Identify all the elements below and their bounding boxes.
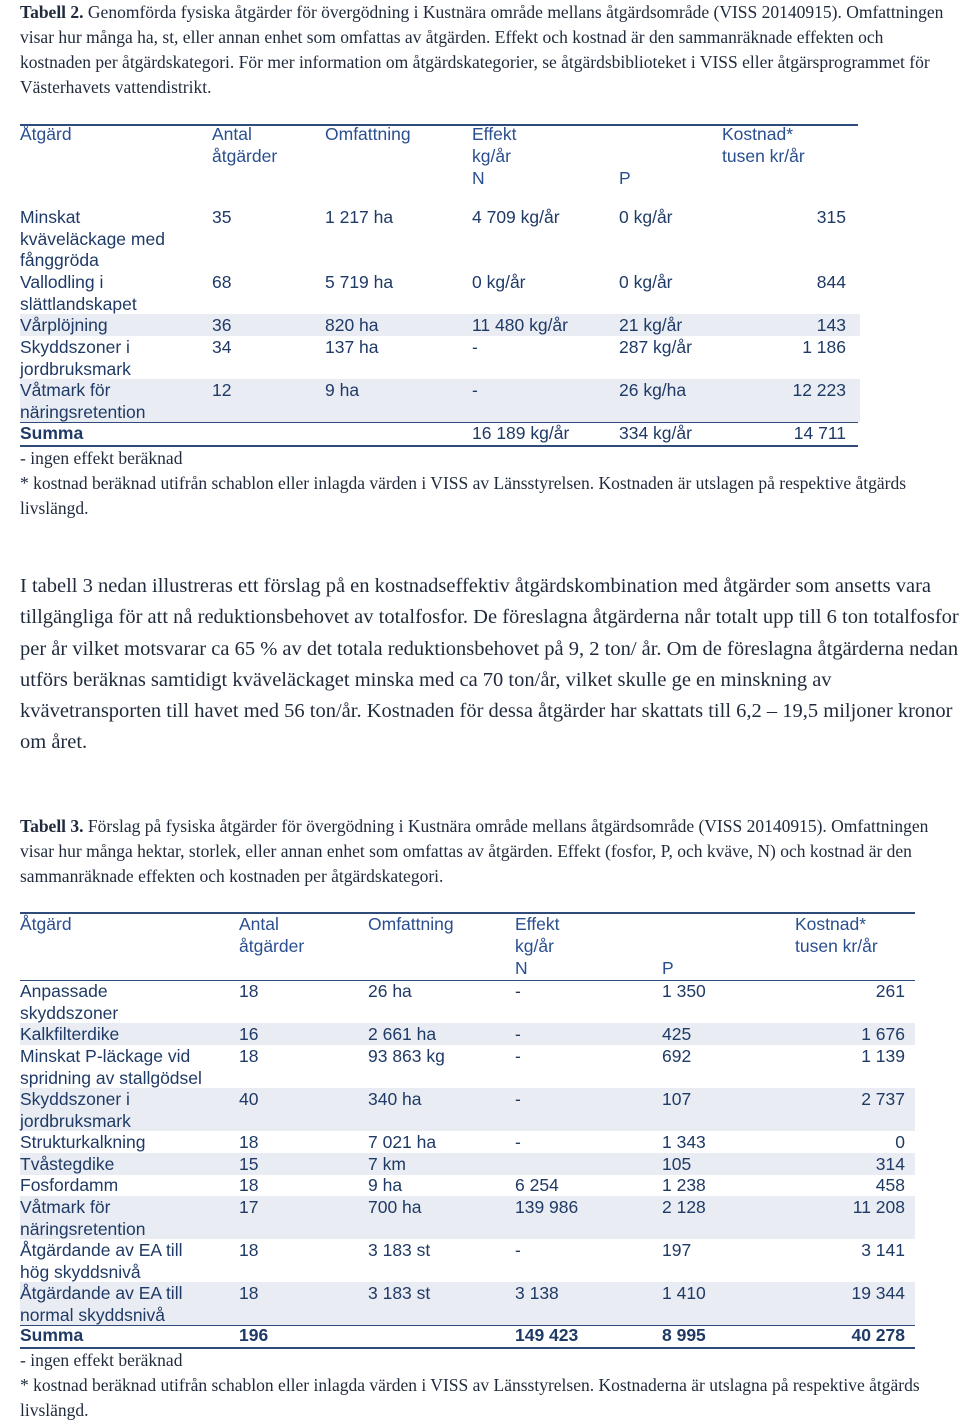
table3-cell-n: - bbox=[515, 981, 521, 1001]
table3-cell-atgard: Våtmark för bbox=[20, 1197, 111, 1217]
table2-cell-atgard-line2: slättlandskapet bbox=[20, 294, 137, 314]
table3-cell-atgard: Anpassade bbox=[20, 981, 108, 1001]
table2-header-kostnad-unit: tusen kr/år bbox=[722, 146, 805, 166]
table3-caption-text: Förslag på fysiska åtgärder för övergödning i Kustnära område mellans åtgärdsområde (VISS 20140915). Omfattningen visar hur många hektar, storlek, eller annan enhet som omfattas av åtgärden. Effekt (fosfor, P, och kväve, N) och kostnad är den sammanräknade effekten och kostnaden per åtgärdskategori. bbox=[20, 816, 929, 886]
table2-cell-atgard: Minskat bbox=[20, 207, 81, 227]
table3-header-effekt: Effekt bbox=[515, 914, 560, 934]
table2-cell-atgard-line2: kväveläckage med bbox=[20, 229, 165, 249]
table3-header-kostnad-unit: tusen kr/år bbox=[795, 936, 878, 956]
table3-cell-atgard-line2: hög skyddsnivå bbox=[20, 1262, 141, 1282]
table3-cell-n: 6 254 bbox=[515, 1175, 559, 1195]
table3-cell-atgard-line2: skyddszoner bbox=[20, 1003, 119, 1023]
table2-cell-n: 0 kg/år bbox=[472, 272, 526, 292]
table3-cell-atgard-line2: normal skyddsnivå bbox=[20, 1305, 165, 1325]
table2-cell-p: 21 kg/år bbox=[619, 315, 683, 335]
table3-cell-kostnad: 11 208 bbox=[852, 1197, 905, 1217]
table3-cell-p: 425 bbox=[662, 1024, 692, 1044]
table3-cell-atgard-line2: jordbruksmark bbox=[20, 1111, 131, 1131]
table2-summa-kostnad: 14 711 bbox=[793, 423, 846, 443]
table2-cell-atgard-line2: näringsretention bbox=[20, 402, 146, 422]
table3-header-antal: Antal bbox=[239, 914, 279, 934]
table3-header-atgard: Åtgärd bbox=[20, 914, 72, 934]
table3-cell-atgard: Tvåstegdike bbox=[20, 1154, 115, 1174]
table2-caption-text: Genomförda fysiska åtgärder för övergödning i Kustnära område mellans åtgärdsområde (VISS 20140915). Omfattningen visar hur många ha, st, eller annan enhet som omfattas av åtgärden. Effekt och kostnad är den sammanräknade effekten och kostnaden per åtgärdskategori. För mer information om åtgärdskategorier, se åtgärdsbiblioteket i VISS eller åtgärsprogrammet för Västerhavets vattendistrikt. bbox=[20, 2, 944, 97]
table3-cell-omfattning: 7 km bbox=[368, 1154, 406, 1174]
table3-header bbox=[20, 914, 920, 984]
table2-cell-kostnad: 844 bbox=[816, 272, 846, 292]
table2-header-p: P bbox=[619, 168, 631, 188]
table3-cell-atgard-line2: näringsretention bbox=[20, 1219, 146, 1239]
table3-cell-atgard: Åtgärdande av EA till bbox=[20, 1283, 183, 1303]
table3-cell-kostnad: 1 139 bbox=[861, 1046, 905, 1066]
table2-summa-p: 334 kg/år bbox=[619, 423, 692, 443]
table2-cell-kostnad: 143 bbox=[816, 315, 846, 335]
table2-caption bbox=[20, 0, 955, 100]
table2-cell-antal: 34 bbox=[212, 337, 232, 357]
table3 bbox=[20, 912, 920, 1352]
table3-cell-antal: 18 bbox=[239, 1132, 259, 1152]
table3-cell-antal: 18 bbox=[239, 1283, 259, 1303]
table2-header-n: N bbox=[472, 168, 485, 188]
table3-cell-antal: 18 bbox=[239, 1175, 259, 1195]
table2-cell-n: - bbox=[472, 380, 478, 400]
table3-cell-omfattning: 9 ha bbox=[368, 1175, 403, 1195]
table2-note-no-effect: - ingen effekt beräknad bbox=[20, 448, 183, 468]
table2-cell-antal: 68 bbox=[212, 272, 232, 292]
table3-summa-antal: 196 bbox=[239, 1325, 269, 1345]
table2-cell-antal: 12 bbox=[212, 380, 232, 400]
table3-cell-kostnad: 1 676 bbox=[861, 1024, 905, 1044]
table2-cell-atgard: Skyddszoner i bbox=[20, 337, 130, 357]
table2-cell-n: - bbox=[472, 337, 478, 357]
table3-cell-kostnad: 261 bbox=[875, 981, 905, 1001]
table3-cell-p: 107 bbox=[662, 1089, 692, 1109]
table3-cell-antal: 40 bbox=[239, 1089, 259, 1109]
table2-cell-kostnad: 315 bbox=[816, 207, 846, 227]
table3-cell-n: - bbox=[515, 1046, 521, 1066]
table3-cell-n: 139 986 bbox=[515, 1197, 579, 1217]
table3-cell-p: 1 238 bbox=[662, 1175, 706, 1195]
table2-cell-p: 0 kg/år bbox=[619, 272, 673, 292]
table3-cell-antal: 17 bbox=[239, 1197, 259, 1217]
table3-header-p: P bbox=[662, 958, 674, 978]
table3-cell-kostnad: 0 bbox=[895, 1132, 905, 1152]
table3-cell-omfattning: 3 183 st bbox=[368, 1283, 431, 1303]
table3-cell-omfattning: 26 ha bbox=[368, 981, 412, 1001]
table3-header-kostnad: Kostnad* bbox=[795, 914, 867, 934]
table3-cell-omfattning: 700 ha bbox=[368, 1197, 422, 1217]
table3-header-n: N bbox=[515, 958, 528, 978]
table2-cell-atgard: Våtmark för bbox=[20, 380, 111, 400]
table3-cell-omfattning: 3 183 st bbox=[368, 1240, 431, 1260]
table2-cell-omfattning: 5 719 ha bbox=[325, 272, 394, 292]
table2-cell-p: 0 kg/år bbox=[619, 207, 673, 227]
table2-cell-atgard-line3: fånggröda bbox=[20, 250, 99, 270]
table2-cell-antal: 36 bbox=[212, 315, 232, 335]
table2-cell-omfattning: 9 ha bbox=[325, 380, 360, 400]
table3-cell-omfattning: 93 863 kg bbox=[368, 1046, 445, 1066]
table3-cell-antal: 18 bbox=[239, 981, 259, 1001]
table2-header-omfattning: Omfattning bbox=[325, 124, 411, 144]
table2-cell-omfattning: 1 217 ha bbox=[325, 207, 394, 227]
table2-header-atgard: Åtgärd bbox=[20, 124, 72, 144]
table3-cell-antal: 15 bbox=[239, 1154, 259, 1174]
table3-cell-atgard: Strukturkalkning bbox=[20, 1132, 146, 1152]
table3-cell-n: - bbox=[515, 1089, 521, 1109]
table2-header-antal: Antal bbox=[212, 124, 252, 144]
table3-summa-label: Summa bbox=[20, 1325, 84, 1345]
table2-cell-atgard: Vallodling i bbox=[20, 272, 104, 292]
table3-caption bbox=[20, 814, 955, 889]
table3-cell-kostnad: 2 737 bbox=[861, 1089, 905, 1109]
table3-summa-kostnad: 40 278 bbox=[851, 1325, 905, 1345]
table3-cell-atgard: Kalkfilterdike bbox=[20, 1024, 120, 1044]
table3-cell-p: 1 343 bbox=[662, 1132, 706, 1152]
table3-cell-omfattning: 2 661 ha bbox=[368, 1024, 437, 1044]
table2-cell-p: 287 kg/år bbox=[619, 337, 692, 357]
table2-cell-omfattning: 137 ha bbox=[325, 337, 379, 357]
table3-cell-kostnad: 3 141 bbox=[861, 1240, 905, 1260]
table3-cell-p: 197 bbox=[662, 1240, 692, 1260]
table3-cell-n: - bbox=[515, 1240, 521, 1260]
table3-summa-n: 149 423 bbox=[515, 1325, 579, 1345]
table2-header-kostnad: Kostnad* bbox=[722, 124, 794, 144]
table2-cell-atgard: Vårplöjning bbox=[20, 315, 108, 335]
table3-cell-atgard-line2: spridning av stallgödsel bbox=[20, 1068, 202, 1088]
table3-header-antal-sub: åtgärder bbox=[239, 936, 305, 956]
table2-note-cost: * kostnad beräknad utifrån schablon eller inlagda värden i VISS av Länsstyrelsen. Kostnaden är utslagen på respektive åtgärds livslängd. bbox=[20, 473, 907, 518]
table3-cell-n: - bbox=[515, 1132, 521, 1152]
table2-header-antal-sub: åtgärder bbox=[212, 146, 278, 166]
table3-cell-antal: 16 bbox=[239, 1024, 259, 1044]
table3-note-no-effect: - ingen effekt beräknad bbox=[20, 1350, 183, 1370]
table3-cell-p: 1 410 bbox=[662, 1283, 706, 1303]
table3-caption-label: Tabell 3. bbox=[20, 816, 84, 836]
table3-cell-p: 105 bbox=[662, 1154, 692, 1174]
table2 bbox=[20, 124, 860, 454]
table3-cell-p: 692 bbox=[662, 1046, 692, 1066]
table2-caption-label: Tabell 2. bbox=[20, 2, 84, 22]
table3-cell-kostnad: 314 bbox=[875, 1154, 905, 1174]
table3-cell-n: - bbox=[515, 1024, 521, 1044]
table2-header-effekt-unit: kg/år bbox=[472, 146, 511, 166]
table3-cell-n: 3 138 bbox=[515, 1283, 559, 1303]
table2-cell-kostnad: 12 223 bbox=[792, 380, 846, 400]
body-paragraph: I tabell 3 nedan illustreras ett förslag på en kostnadseffektiv åtgärdskombination med åtgärder som ansetts vara tillgängliga för att nå reduktionsbehovet av totalfosfor. De föreslagna åtgärderna når totalt upp till 6 ton totalfosfor per år vilket motsvarar ca 65 % av det totala reduktionsbehovet på 9, 2 ton/ år. Om de föreslagna åtgärderna nedan utförs beräknas samtidigt kväveläckaget minska med ca 70 ton/år, vilket skulle ge en minskning av kvävetransporten till havet med 56 ton/år. Kostnaden för dessa åtgärder har skattats till 6,2 – 19,5 miljoner kronor om året. bbox=[20, 575, 959, 754]
table3-header-omfattning: Omfattning bbox=[368, 914, 454, 934]
table3-cell-antal: 18 bbox=[239, 1240, 259, 1260]
table2-cell-kostnad: 1 186 bbox=[802, 337, 846, 357]
table3-cell-p: 2 128 bbox=[662, 1197, 706, 1217]
table3-cell-omfattning: 7 021 ha bbox=[368, 1132, 437, 1152]
table3-cell-atgard: Minskat P-läckage vid bbox=[20, 1046, 191, 1066]
table3-summa-p: 8 995 bbox=[662, 1325, 706, 1345]
table3-cell-omfattning: 340 ha bbox=[368, 1089, 422, 1109]
table2-summa-n: 16 189 kg/år bbox=[472, 423, 570, 443]
table3-cell-atgard: Skyddszoner i bbox=[20, 1089, 130, 1109]
table3-cell-kostnad: 19 344 bbox=[851, 1283, 905, 1303]
table2-header-effekt: Effekt bbox=[472, 124, 517, 144]
table2-cell-n: 11 480 kg/år bbox=[472, 315, 568, 335]
table2-cell-p: 26 kg/ha bbox=[619, 380, 687, 400]
table3-cell-antal: 18 bbox=[239, 1046, 259, 1066]
table2-cell-atgard-line2: jordbruksmark bbox=[20, 359, 131, 379]
table3-cell-p: 1 350 bbox=[662, 981, 706, 1001]
table2-header bbox=[20, 124, 860, 204]
table3-note-cost: * kostnad beräknad utifrån schablon eller inlagda värden i VISS av Länsstyrelsen. Kostnaderna är utslagna på respektive åtgärds livslängd. bbox=[20, 1375, 920, 1420]
table2-cell-antal: 35 bbox=[212, 207, 232, 227]
table2-summa-label: Summa bbox=[20, 423, 84, 443]
table3-cell-kostnad: 458 bbox=[875, 1175, 905, 1195]
table3-header-effekt-unit: kg/år bbox=[515, 936, 554, 956]
table2-cell-omfattning: 820 ha bbox=[325, 315, 379, 335]
table3-cell-atgard: Fosfordamm bbox=[20, 1175, 119, 1195]
table2-cell-n: 4 709 kg/år bbox=[472, 207, 560, 227]
table3-cell-atgard: Åtgärdande av EA till bbox=[20, 1240, 183, 1260]
